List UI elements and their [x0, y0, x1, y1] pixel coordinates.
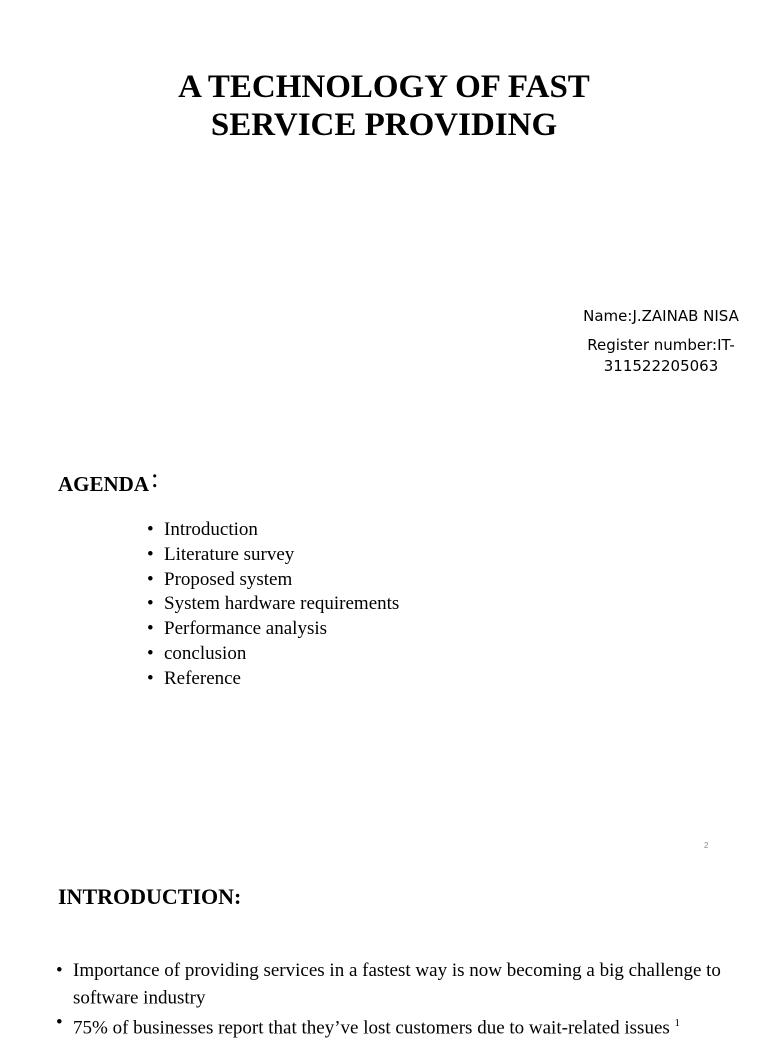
agenda-heading-text: AGENDA	[58, 472, 150, 496]
introduction-item	[56, 1012, 726, 1039]
register-number	[560, 335, 762, 377]
footnote-reference: 1	[674, 1017, 681, 1030]
page-number: 2	[704, 841, 709, 850]
introduction-item-text: Importance of providing services in a fastest way is now becoming a big challenge to software industry	[73, 960, 721, 1009]
agenda-item-introduction: • Introduction	[147, 518, 399, 543]
agenda-item-conclusion: • conclusion	[147, 642, 399, 667]
author-info	[560, 306, 762, 377]
agenda-heading-colon: :	[151, 463, 159, 493]
introduction-item	[56, 960, 726, 1009]
agenda-item-reference: • Reference	[147, 667, 399, 692]
slide-title	[84, 68, 684, 144]
introduction-heading: INTRODUCTION:	[58, 884, 242, 909]
agenda-item-literature-survey: • Literature survey	[147, 543, 399, 568]
introduction-item-text: 75% of businesses report that they’ve lost customers due to wait-related issues	[73, 1017, 670, 1039]
agenda-list	[147, 518, 399, 692]
register-number-line-2: 311522205063	[603, 357, 719, 375]
slide-title-line-2: SERVICE PROVIDING	[210, 107, 558, 143]
register-number-line-1: Register number:IT-	[587, 336, 735, 354]
agenda-item-hardware-requirements: • System hardware requirements	[147, 592, 399, 617]
introduction-list	[56, 960, 726, 1043]
agenda-item-performance-analysis: • Performance analysis	[147, 617, 399, 642]
author-name: Name:J.ZAINAB NISA	[583, 307, 739, 325]
agenda-item-proposed-system: • Proposed system	[147, 568, 399, 593]
slide-title-line-1: A TECHNOLOGY OF FAST	[178, 69, 590, 105]
agenda-heading	[58, 462, 159, 500]
